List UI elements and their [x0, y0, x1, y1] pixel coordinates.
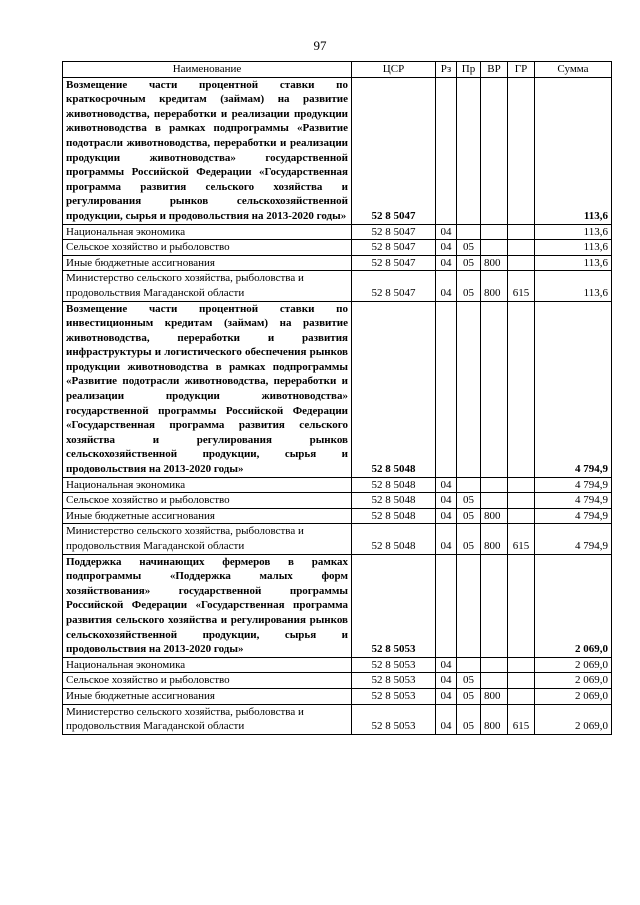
row-csr: 52 8 5047 [352, 240, 436, 256]
table-row [63, 704, 612, 734]
row-gr [508, 508, 535, 524]
row-pr [457, 477, 481, 493]
row-gr [508, 240, 535, 256]
row-vr [481, 493, 508, 509]
row-rz: 04 [436, 657, 457, 673]
program-sum: 2 069,0 [535, 554, 612, 657]
table-row [63, 524, 612, 554]
row-gr [508, 657, 535, 673]
row-vr [481, 240, 508, 256]
cell-pr [457, 77, 481, 224]
table-header-row [63, 62, 612, 78]
row-sum: 2 069,0 [535, 688, 612, 704]
program-title: Поддержка начинающих фермеров в рамках подпрограммы «Поддержка малых форм хозяйствования» государственной программы Российской Федерации «Государственная программа развития сельского хозяйства и регулирования рынков сельскохозяйственной продукции, сырья и продовольствия на 2013-2020 годы» [63, 554, 352, 657]
row-csr: 52 8 5048 [352, 508, 436, 524]
row-gr: 615 [508, 524, 535, 554]
row-rz: 04 [436, 688, 457, 704]
column-header-rz: Рз [436, 62, 457, 78]
row-sum: 4 794,9 [535, 477, 612, 493]
row-gr [508, 224, 535, 240]
column-header-vr: ВР [481, 62, 508, 78]
row-sum: 4 794,9 [535, 524, 612, 554]
program-csr: 52 8 5047 [352, 77, 436, 224]
row-csr: 52 8 5053 [352, 704, 436, 734]
cell-rz [436, 301, 457, 477]
table-row [63, 493, 612, 509]
row-pr: 05 [457, 255, 481, 271]
program-csr: 52 8 5053 [352, 554, 436, 657]
row-pr: 05 [457, 704, 481, 734]
row-sum: 2 069,0 [535, 673, 612, 689]
table-row [63, 224, 612, 240]
row-vr [481, 657, 508, 673]
row-gr [508, 493, 535, 509]
row-vr [481, 673, 508, 689]
row-name: Национальная экономика [63, 477, 352, 493]
row-name: Сельское хозяйство и рыболовство [63, 240, 352, 256]
row-rz: 04 [436, 224, 457, 240]
row-pr: 05 [457, 508, 481, 524]
cell-vr [481, 554, 508, 657]
row-name: Сельское хозяйство и рыболовство [63, 493, 352, 509]
cell-gr [508, 301, 535, 477]
row-name: Иные бюджетные ассигнования [63, 508, 352, 524]
row-pr: 05 [457, 493, 481, 509]
row-name: Министерство сельского хозяйства, рыболовства и продовольствия Магаданской области [63, 524, 352, 554]
table-row [63, 688, 612, 704]
row-csr: 52 8 5048 [352, 493, 436, 509]
row-gr [508, 673, 535, 689]
cell-pr [457, 301, 481, 477]
row-pr: 05 [457, 673, 481, 689]
column-header-sum: Сумма [535, 62, 612, 78]
row-vr: 800 [481, 704, 508, 734]
row-csr: 52 8 5048 [352, 524, 436, 554]
column-header-csr: ЦСР [352, 62, 436, 78]
column-header-gr: ГР [508, 62, 535, 78]
row-name: Сельское хозяйство и рыболовство [63, 673, 352, 689]
row-csr: 52 8 5053 [352, 673, 436, 689]
row-vr: 800 [481, 271, 508, 301]
program-csr: 52 8 5048 [352, 301, 436, 477]
row-csr: 52 8 5053 [352, 657, 436, 673]
cell-rz [436, 554, 457, 657]
row-name: Министерство сельского хозяйства, рыболовства и продовольствия Магаданской области [63, 704, 352, 734]
row-rz: 04 [436, 508, 457, 524]
cell-pr [457, 554, 481, 657]
row-vr: 800 [481, 255, 508, 271]
row-gr [508, 688, 535, 704]
row-sum: 113,6 [535, 224, 612, 240]
row-pr: 05 [457, 271, 481, 301]
row-sum: 113,6 [535, 240, 612, 256]
row-pr: 05 [457, 688, 481, 704]
row-csr: 52 8 5053 [352, 688, 436, 704]
program-sum: 4 794,9 [535, 301, 612, 477]
row-name: Иные бюджетные ассигнования [63, 688, 352, 704]
program-title: Возмещение части процентной ставки по краткосрочным кредитам (займам) на развитие животноводства, переработки и реализации продукции животноводства в рамках подпрограммы «Развитие подотрасли животноводства, переработки и реализации продукции животноводства» государственной программы Российской Федерации «Государственная программа развития сельского хозяйства и регулирования рынков сельскохозяйственной продукции, сырья и продовольствия на 2013-2020 годы» [63, 77, 352, 224]
row-sum: 113,6 [535, 255, 612, 271]
row-sum: 4 794,9 [535, 493, 612, 509]
row-pr: 05 [457, 524, 481, 554]
budget-table [62, 61, 612, 735]
row-csr: 52 8 5048 [352, 477, 436, 493]
row-gr: 615 [508, 704, 535, 734]
program-sum: 113,6 [535, 77, 612, 224]
row-sum: 2 069,0 [535, 657, 612, 673]
table-row [63, 508, 612, 524]
page-number: 97 [313, 38, 327, 53]
row-gr [508, 255, 535, 271]
row-rz: 04 [436, 240, 457, 256]
column-header-name: Наименование [63, 62, 352, 78]
cell-gr [508, 77, 535, 224]
program-heading-row [63, 554, 612, 657]
row-csr: 52 8 5047 [352, 224, 436, 240]
row-gr: 615 [508, 271, 535, 301]
table-row [63, 271, 612, 301]
row-csr: 52 8 5047 [352, 271, 436, 301]
row-rz: 04 [436, 271, 457, 301]
cell-rz [436, 77, 457, 224]
cell-vr [481, 301, 508, 477]
row-name: Министерство сельского хозяйства, рыболовства и продовольствия Магаданской области [63, 271, 352, 301]
row-sum: 113,6 [535, 271, 612, 301]
row-vr: 800 [481, 688, 508, 704]
row-vr: 800 [481, 524, 508, 554]
program-title: Возмещение части процентной ставки по инвестиционным кредитам (займам) на развитие животноводства, переработки и развития инфраструктуры и логистического обеспечения рынков продукции животноводства в рамках подпрограммы «Развитие подотрасли животноводства, переработки и реализации продукции животноводства» государственной программы Российской Федерации «Государственная программа развития сельского хозяйства и регулирования рынков сельскохозяйственной продукции, сырья и продовольствия на 2013-2020 годы» [63, 301, 352, 477]
row-rz: 04 [436, 704, 457, 734]
program-heading-row [63, 77, 612, 224]
row-rz: 04 [436, 673, 457, 689]
row-name: Национальная экономика [63, 657, 352, 673]
table-row [63, 255, 612, 271]
row-pr [457, 657, 481, 673]
row-vr [481, 477, 508, 493]
row-name: Иные бюджетные ассигнования [63, 255, 352, 271]
program-heading-row [63, 301, 612, 477]
table-row [63, 657, 612, 673]
table-body [63, 77, 612, 734]
row-gr [508, 477, 535, 493]
row-name: Национальная экономика [63, 224, 352, 240]
row-rz: 04 [436, 524, 457, 554]
row-sum: 4 794,9 [535, 508, 612, 524]
row-rz: 04 [436, 493, 457, 509]
table-row [63, 673, 612, 689]
row-pr: 05 [457, 240, 481, 256]
cell-vr [481, 77, 508, 224]
row-rz: 04 [436, 255, 457, 271]
column-header-pr: Пр [457, 62, 481, 78]
row-sum: 2 069,0 [535, 704, 612, 734]
row-vr: 800 [481, 508, 508, 524]
table-row [63, 240, 612, 256]
table-row [63, 477, 612, 493]
row-csr: 52 8 5047 [352, 255, 436, 271]
row-pr [457, 224, 481, 240]
row-rz: 04 [436, 477, 457, 493]
cell-gr [508, 554, 535, 657]
row-vr [481, 224, 508, 240]
